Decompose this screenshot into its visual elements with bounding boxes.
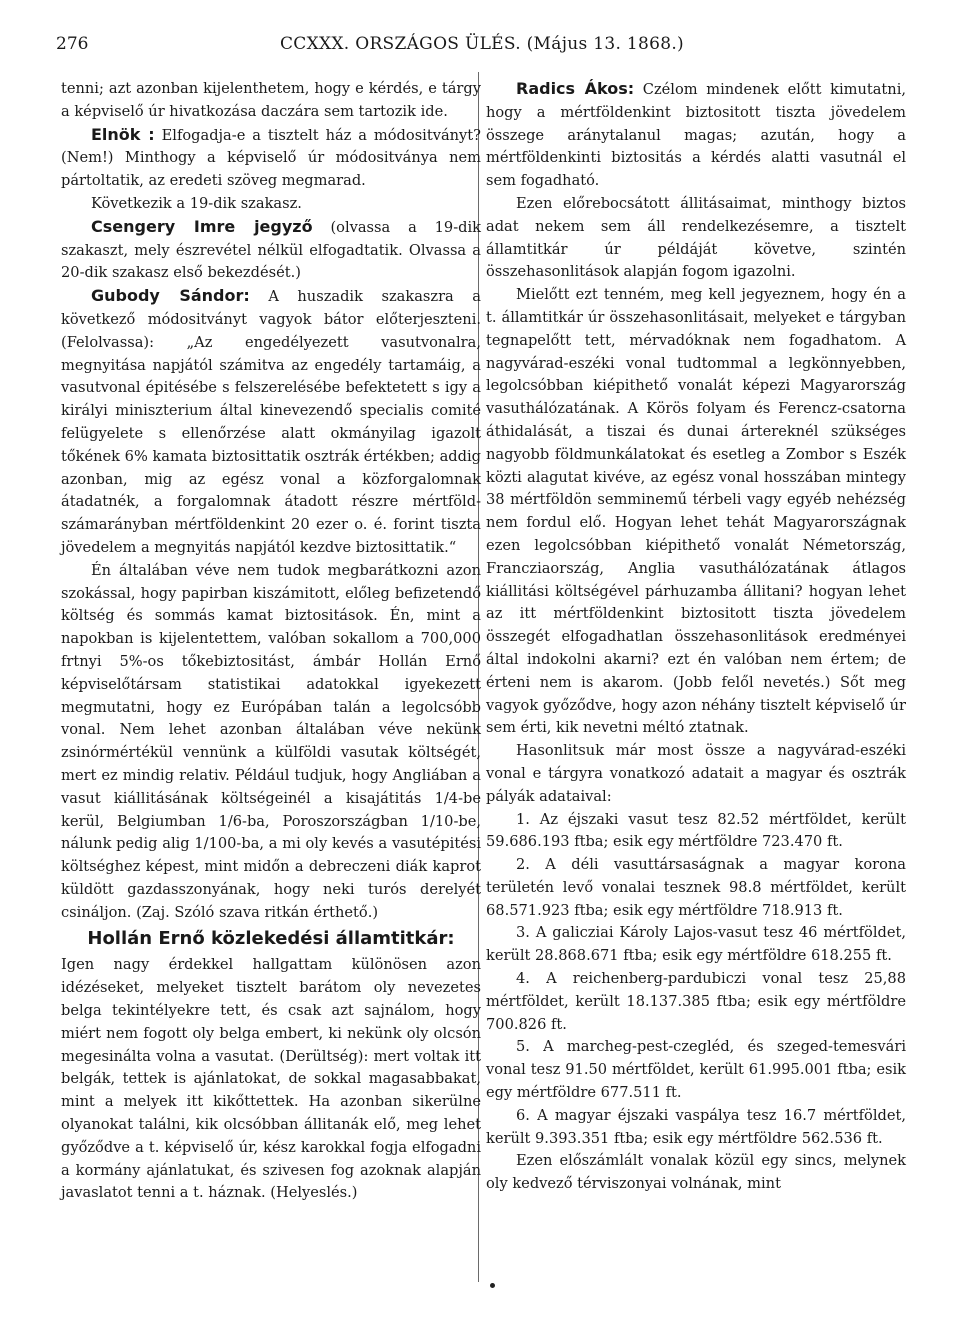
list-item: 1. Az éjszaki vasut tesz 82.52 mértföldet, került 59.686.193 ftba; esik egy mértföldre 723.470 ft.: [486, 810, 906, 851]
paragraph: Mielőtt ezt tenném, meg kell jegyeznem, hogy én a t. államtitkár úr összehasonlitásait, melyeket e tárgyban tegnapelőtt tett, mérvadóknak nem fogadhatom. A nagyvárad-eszéki vonal tudtommal a legkönnyebben, legolcsóbban kiépithető vonalát képezi Magyarország vasuthálózatának. A Körös folyam és Ferencz-csatorna áthidalását, a tiszai és dunai ártereknél szükséges nagyobb földmunkálatokat és esetleg a Zombor s Eszék közti alagutat kivéve, az egész vonal hosszában mintegy 38 mértföldön semminemű térbeli vagy egyéb nehézség nem fordul elő. Hogyan lehet tehát Magyarországnak ezen legolcsóbban kiépithető vonalát Németország, Francziaország, Anglia vasuthálózatának átlagos kiállitási költségével párhuzamba állitani? hogyan lehet az itt mértföldenkint biztositott tiszta jövedelem összegét elfogadhatlan összehasonlitások eredményei által indokolni akarni? ezt én valóban nem értem; de érteni nem is akarom. (Jobb felől nevetés.) Sőt meg vagyok győződve, hogy azon néhány tisztelt képviselő úr sem érti, kik nevetni méltó ztatnak.: [486, 286, 906, 737]
paragraph: tenni; azt azonban kijelenthetem, hogy e kérdés, e tárgy a képviselő úr hivatkozása daczára sem tartozik ide.: [61, 80, 481, 120]
page-header: [56, 28, 908, 58]
speaker-heading: Hollán Ernő közlekedési államtitkár:: [87, 928, 455, 950]
paragraph-president: Elnök : Elfogadja-e a tisztelt ház a módositványt? (Nem!) Minthogy a képviselő úr módositványa nem pártoltatik, az eredeti szöveg megmarad.: [61, 124, 481, 190]
page-number: 276: [56, 34, 89, 54]
paragraph: Következik a 19-dik szakasz.: [91, 194, 302, 212]
list-item: 2. A déli vasuttársaságnak a magyar korona területén levő vonalai tesznek 98.8 mértföldet, került 68.571.923 ftba; esik egy mértföldre 718.913 ft.: [486, 856, 906, 919]
left-column: [61, 78, 481, 1205]
speaker-name: Radics Ákos:: [516, 79, 635, 98]
right-column: [486, 78, 906, 1196]
paragraph-gubody: Gubody Sándor: A huszadik szakaszra a következő módositványt vagyok bátor előterjeszteni. (Felolvassa): „Az engedélyezett vasutvonalra, megnyitása napjától számitva az engedély tartamáig, a vasutvonal épitésébe s felszerelésébe befektetett s igy a királyi miniszterium által kinevezendő specialis comité felügyelete s ellenőrzése alatt okmányilag igazolt tőkének 6% kamata biztosittatik osztrák értékben; addig azonban, mig az egész vonal a közforgalomnak átadatnék, a forgalomnak átadott részre mértföld-számarányban mértföldenkint 20 ezer o. é. forint tiszta jövedelem a megnyitás napjától kezdve biztosittatik.“: [61, 286, 481, 556]
list-item: 4. A reichenberg-pardubiczi vonal tesz 25,88 mértföldet, került 18.137.385 ftba; esik egy mértföldre 700.826 ft.: [486, 970, 906, 1033]
paragraph: Én általában véve nem tudok megbarátkozni azon szokással, hogy papirban kiszámitott, előleg befizetendő költség és sommás kamat biztositások. Én, mint a napokban is kijelentettem, valóban sokallom a 700,000 frtnyi 5%-os tőkebiztositást, ámbár Hollán Ernő képviselőtársam statistikai adatokkal igyekezett megmutatni, hogy ez Európában talán a legolcsóbb vonal. Nem lehet azonban általában véve nekünk zsinórmértékül vennünk a külföldi vasutak költségét, mert ez mindig relativ. Például tudjuk, hogy Angliában a vasut kiállitásának költségeinél a kisajátitás 1/4-be kerül, Belgiumban 1/6-ba, Poroszországban 1/10-be, nálunk pedig alig 1/100-ba, a mi oly kevés a vasutépitési költséghez képest, mint midőn a debreczeni diák kaprot küldött gazdasszonyának, hogy neki turós derelyét csináljon. (Zaj. Szóló szava ritkán érthető.): [61, 561, 481, 921]
paragraph-secretary: Csengery Imre jegyző (olvassa a 19-dik szakaszt, mely észrevétel nélkül elfogadtatik. Olvassa a 20-dik szakasz első bekezdését.): [61, 216, 481, 282]
paragraph: Ezen előrebocsátott állitásaimat, minthogy biztos adat nekem sem áll rendelkezésemre, a tisztelt államtitkár úr példáját követve, szintén összehasonlitások alapján fogom igazolni.: [486, 194, 906, 281]
paragraph: Ezen előszámlált vonalak közül egy sincs, melynek oly kedvező térviszonyai volnának, mint: [486, 1152, 906, 1193]
speaker-name: Elnök :: [91, 124, 155, 144]
speaker-name: Gubody Sándor:: [91, 286, 250, 306]
list-item: 3. A galicziai Károly Lajos-vasut tesz 46 mértföldet, került 28.868.671 ftba; esik egy mértföldre 618.255 ft.: [486, 924, 906, 965]
paragraph-radics: Radics Ákos: Czélom mindenek előtt kimutatni, hogy a mértföldenkint biztositott tiszta jövedelem összege aránytalanul magas; azután, hogy a mértföldenkinti biztositás a kérdés alatti vasutnál el sem fogadható.: [486, 79, 906, 190]
list-item: 5. A marcheg-pest-czegléd, és szeged-temesvári vonal tesz 91.50 mértföldet, került 61.995.001 ftba; esik egy mértföldre 677.511 ft.: [486, 1038, 906, 1102]
paragraph: Hasonlitsuk már most össze a nagyvárad-eszéki vonal e tárgyra vonatkozó adatait a magyar és osztrák pályák adataival:: [486, 742, 906, 805]
speaker-name: Csengery Imre jegyző: [91, 216, 313, 236]
paragraph: Igen nagy érdekkel hallgattam különösen azon idézéseket, melyeket tisztelt barátom oly nevezetes belga tekintélyekre tett, és csak azt sajnálom, hogy miért nem fogott oly belga embert, ki nekünk oly olcsón megesinálta volna a vasutat. (Derültség): mert voltak itt belgák, tettek is ajánlatokat, de sokkal magasabbakat, mint a melyek itt kikőttettek. Ha azonban sikerülne olyanokat találni, kik olcsóbban állitanák elő, meg lehet győződve a t. képviselő úr, kész karokkal fogja elfogadni a kormány ajánlatukat, és szivesen fog azoknak alapján javaslatot tenni a t. háznak. (Helyeslés.): [61, 956, 481, 1202]
list-item: 6. A magyar éjszaki vaspálya tesz 16.7 mértföldet, került 9.393.351 ftba; esik egy mértföldre 562.536 ft.: [486, 1106, 906, 1147]
bullet-mark: [490, 1283, 495, 1288]
session-title: CCXXX. ORSZÁGOS ÜLÉS. (Május 13. 1868.): [279, 34, 684, 54]
